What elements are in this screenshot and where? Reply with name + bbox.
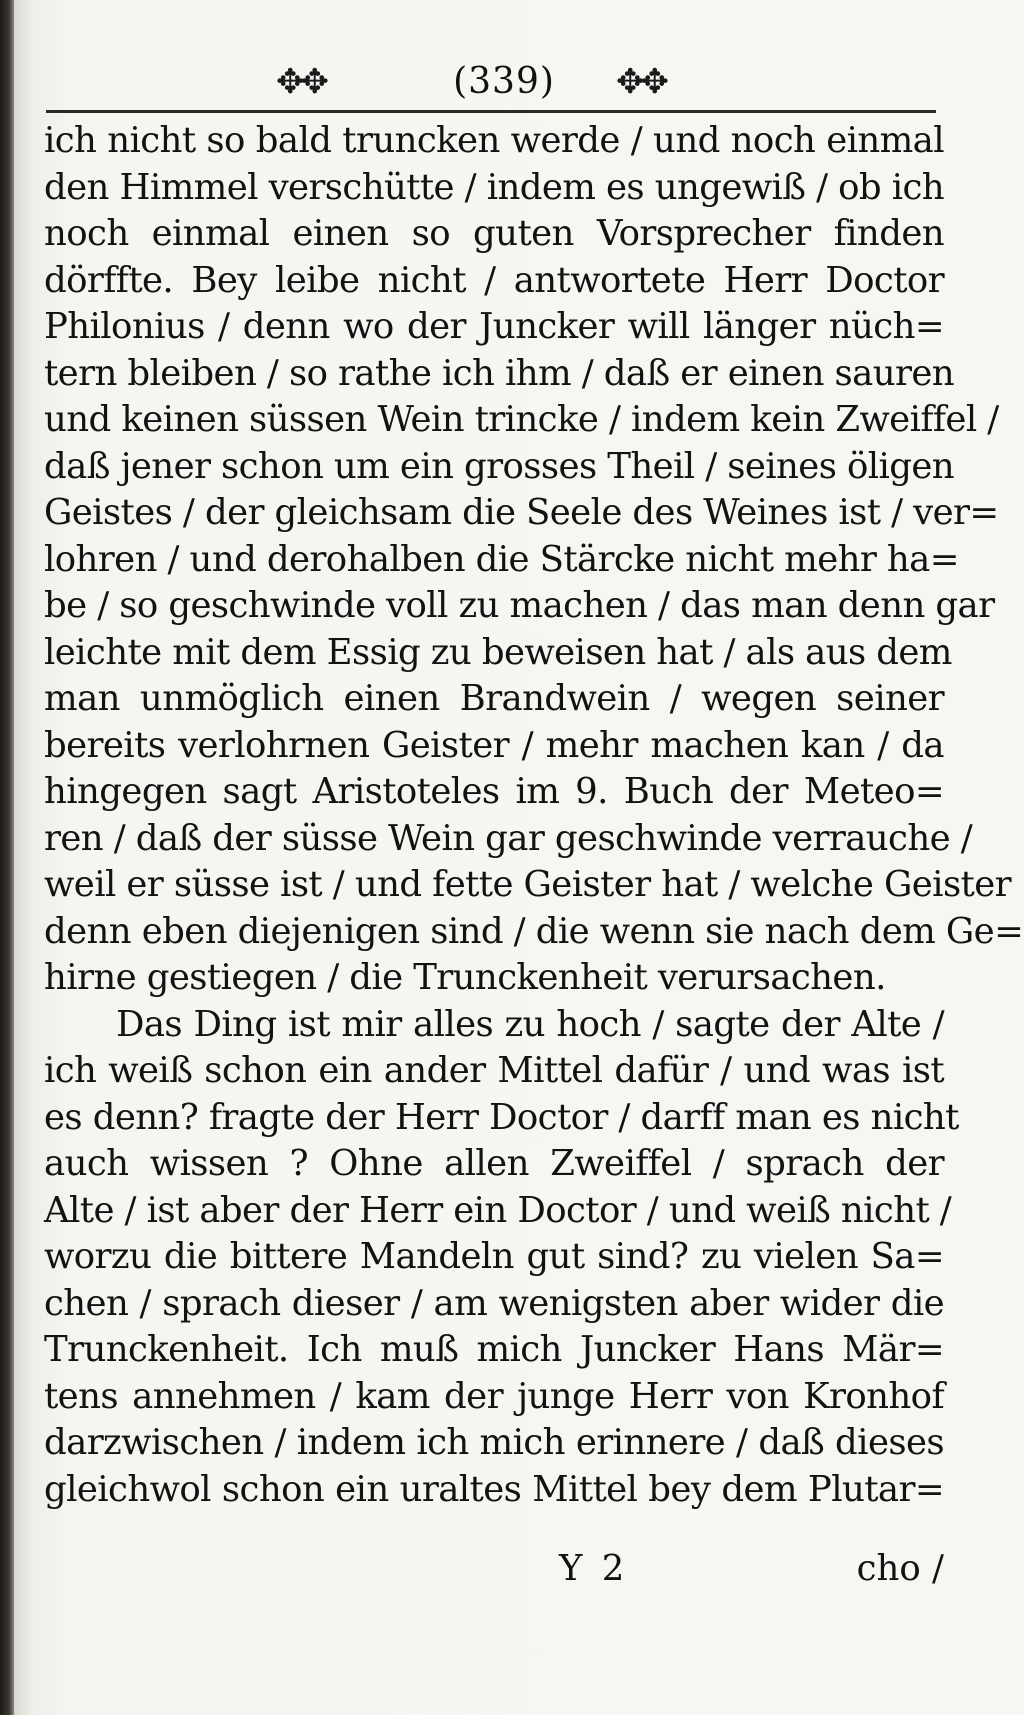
text-line-paragraph-end: hirne gestiegen / die Trunckenheit verursachen.	[44, 957, 886, 998]
text-line-paragraph-start: Das Ding ist mir alles zu hoch / sagte der Alte /	[116, 1003, 944, 1045]
text-line: lohren / und derohalben die Stärcke nicht mehr ha=	[44, 538, 959, 580]
running-header	[264, 58, 704, 108]
text-line: leichte mit dem Essig zu beweisen hat / als aus dem	[44, 631, 952, 673]
header-rule	[46, 110, 936, 113]
text-line: Alte / ist aber der Herr ein Doctor / und weiß nicht /	[44, 1189, 952, 1231]
text-line: tern bleiben / so rathe ich ihm / daß er einen sauren	[44, 352, 955, 394]
book-spine-shadow	[0, 0, 14, 1715]
header-ornament-right: ✥✥	[616, 62, 665, 102]
catchword: cho /	[856, 1548, 944, 1589]
text-line: gleichwol schon ein uraltes Mittel bey dem Plutar=	[44, 1468, 944, 1510]
text-line: weil er süsse ist / und fette Geister hat / welche Geister	[44, 864, 1012, 905]
text-line: hingegen sagt Aristoteles im 9. Buch der Meteo=	[44, 771, 944, 812]
text-line: be / so geschwinde voll zu machen / das man denn gar	[44, 585, 995, 626]
header-ornament-left: ✥✥	[276, 62, 325, 102]
text-line: bereits verlohrnen Geister / mehr machen kan / da	[44, 724, 944, 766]
text-line: tens annehmen / kam der junge Herr von Kronhof	[44, 1375, 944, 1417]
signature-mark: Y 2	[559, 1548, 629, 1589]
text-line: dörffte. Bey leibe nicht / antwortete Herr Doctor	[44, 259, 944, 301]
text-line: und keinen süssen Wein trincke / indem kein Zweiffel /	[44, 399, 999, 440]
page-footer	[44, 1546, 944, 1592]
book-page	[14, 0, 1024, 1715]
text-line: ich nicht so bald truncken werde / und noch einmal	[44, 120, 944, 161]
text-line: auch wissen ? Ohne allen Zweiffel / sprach der	[44, 1143, 944, 1184]
text-line: darzwischen / indem ich mich erinnere / daß dieses	[44, 1422, 944, 1463]
text-line: daß jener schon um ein grosses Theil / seines öligen	[44, 445, 955, 487]
text-line: worzu die bittere Mandeln gut sind? zu vielen Sa=	[44, 1236, 944, 1277]
text-line: Geistes / der gleichsam die Seele des Weines ist / ver=	[44, 492, 999, 533]
text-line: Philonius / denn wo der Juncker will länger nüch=	[44, 306, 944, 347]
text-line: ren / daß der süsse Wein gar geschwinde verrauche /	[44, 817, 973, 859]
body-text	[44, 118, 1024, 1513]
text-line: chen / sprach dieser / am wenigsten aber wider die	[44, 1282, 944, 1324]
text-line: Trunckenheit. Ich muß mich Juncker Hans Mär=	[44, 1329, 944, 1370]
page-number: (339)	[453, 61, 555, 102]
text-line: noch einmal einen so guten Vorsprecher finden	[44, 213, 944, 254]
text-line: man unmöglich einen Brandwein / wegen seiner	[44, 678, 944, 719]
text-line: den Himmel verschütte / indem es ungewiß / ob ich	[44, 166, 945, 208]
text-line: denn eben diejenigen sind / die wenn sie nach dem Ge=	[44, 910, 1024, 952]
text-line: ich weiß schon ein ander Mittel dafür / und was ist	[44, 1050, 944, 1091]
text-line: es denn? fragte der Herr Doctor / darff man es nicht	[44, 1096, 959, 1138]
